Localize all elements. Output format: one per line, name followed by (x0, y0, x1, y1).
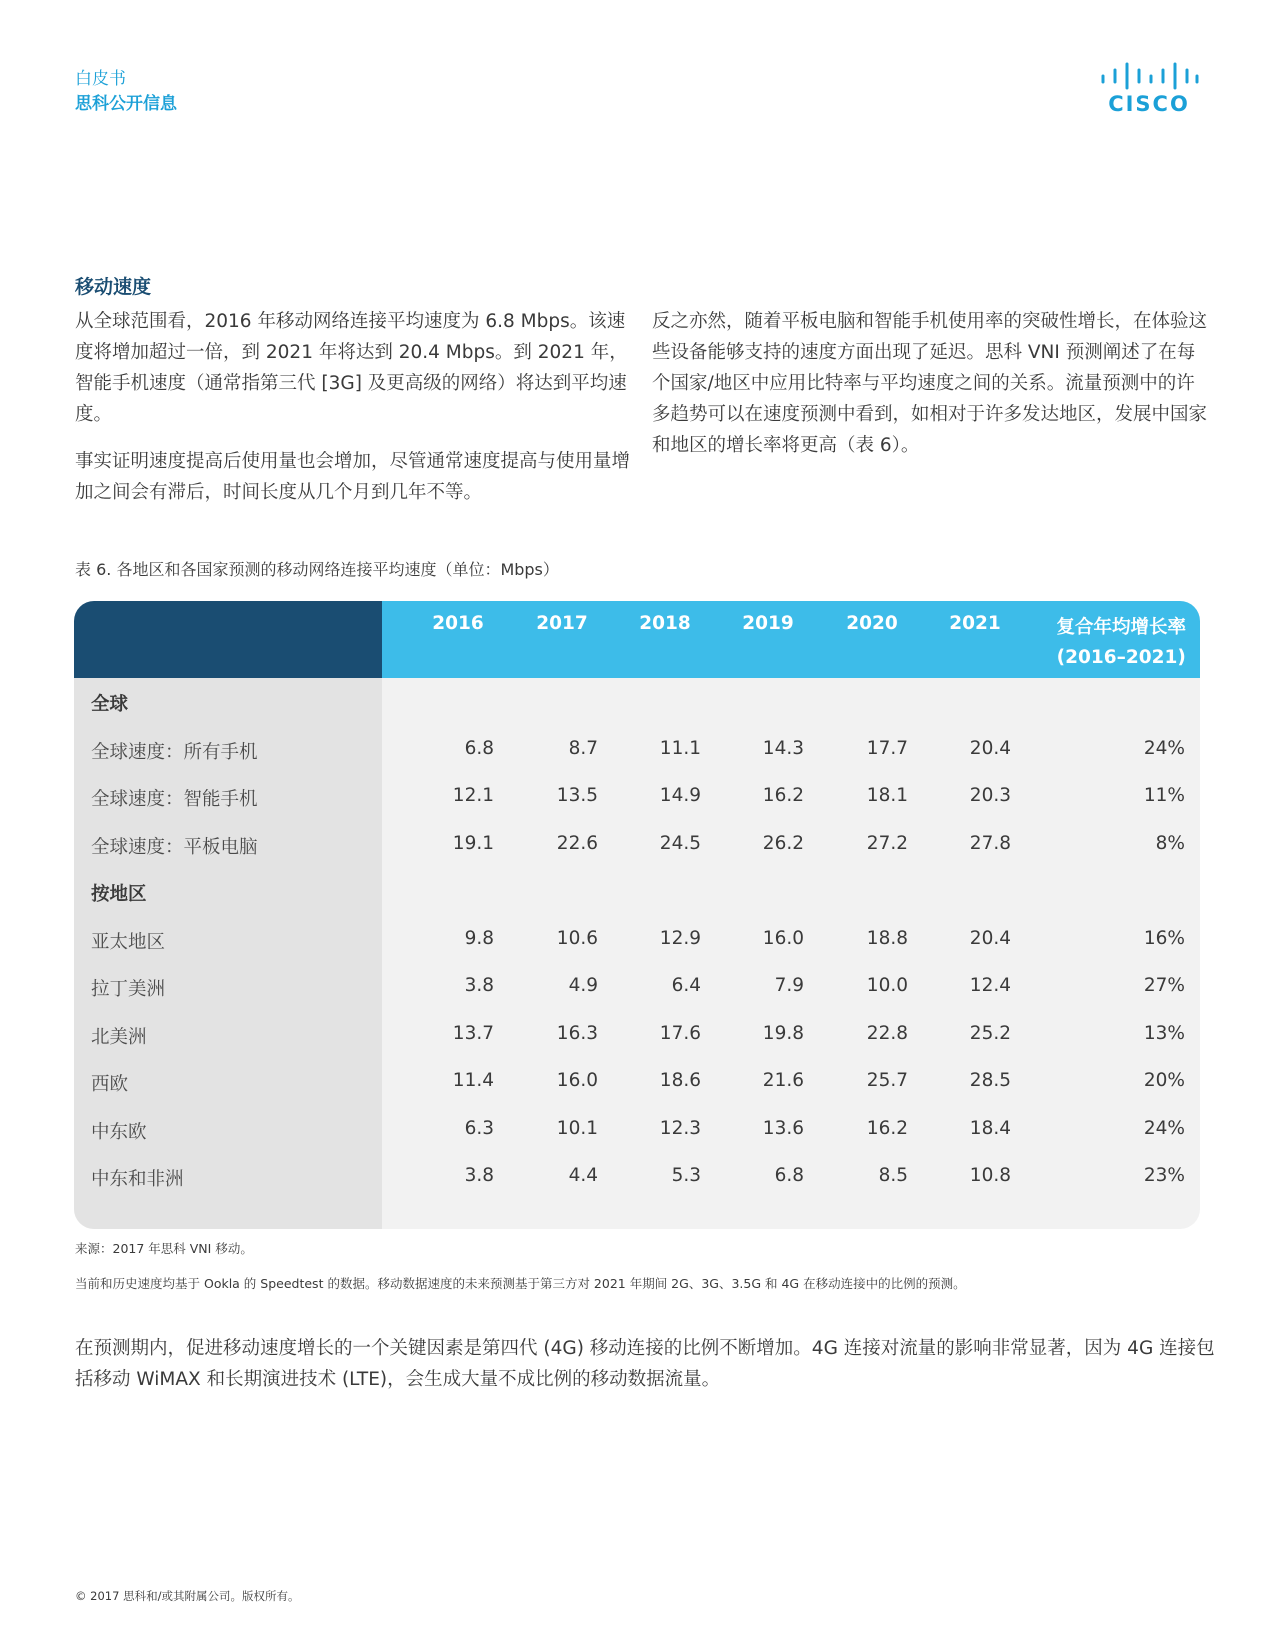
cagr-header-line-2: (2016–2021) (1056, 647, 1186, 668)
value-cell-2016: 11.4 (452, 1070, 494, 1091)
value-cell-2020: 18.8 (866, 927, 908, 949)
value-cell-2018: 18.6 (659, 1070, 701, 1091)
table-row (74, 1106, 1200, 1156)
value-cell-2016: 19.1 (452, 832, 494, 854)
value-cell-2016: 6.8 (464, 737, 494, 759)
table-row (74, 773, 1200, 823)
row-label: 西欧 (91, 1074, 129, 1095)
cagr-cell: 11% (1143, 785, 1185, 806)
value-cell-2016: 9.8 (464, 927, 494, 949)
value-cell-2021: 20.4 (969, 927, 1011, 949)
year-header-2019: 2019 (742, 613, 794, 634)
copyright-footer: © 2017 思科和/或其附属公司。版权所有。 (75, 1589, 300, 1603)
cagr-cell: 16% (1143, 927, 1185, 949)
value-cell-2020: 8.5 (878, 1165, 908, 1186)
group-label: 按地区 (91, 884, 147, 905)
value-cell-2018: 12.9 (659, 927, 701, 949)
table-row (74, 1011, 1200, 1061)
table-source: 来源：2017 年思科 VNI 移动。 (75, 1241, 253, 1256)
table-note: 当前和历史速度均基于 Ookla 的 Speedtest 的数据。移动数据速度的未来预测基于第三方对 2021 年期间 2G、3G、3.5G 和 4G 在移动连接中的比例的预测。 (75, 1276, 966, 1291)
year-header-2021: 2021 (949, 613, 1001, 634)
cagr-cell: 8% (1155, 832, 1185, 854)
value-cell-2018: 5.3 (671, 1165, 701, 1186)
document-type-label: 白皮书 (75, 69, 126, 89)
cagr-cell: 27% (1143, 975, 1185, 996)
value-cell-2017: 16.3 (556, 1022, 598, 1044)
value-cell-2018: 12.3 (659, 1117, 701, 1139)
group-label: 全球 (91, 694, 129, 715)
table-row (74, 963, 1200, 1013)
value-cell-2021: 25.2 (969, 1022, 1011, 1044)
value-cell-2016: 12.1 (452, 785, 494, 806)
value-cell-2018: 11.1 (659, 737, 701, 759)
value-cell-2021: 20.3 (969, 785, 1011, 806)
value-cell-2017: 22.6 (556, 832, 598, 854)
table-row (74, 726, 1200, 776)
cisco-wordmark: CISCO (1108, 92, 1190, 116)
cagr-cell: 24% (1143, 737, 1185, 759)
year-header-2017: 2017 (536, 613, 588, 634)
table-group-row (74, 868, 1200, 918)
intro-paragraph-1: 从全球范围看，2016 年移动网络连接平均速度为 6.8 Mbps。该速度将增加超过一倍，到 2021 年将达到 20.4 Mbps。到 2021 年，智能手机速度（通常指第三代 [3G] 及更高级的网络）将达到平均速度。 (75, 311, 628, 425)
cisco-logo (1097, 62, 1201, 116)
row-label: 全球速度：智能手机 (91, 789, 258, 810)
value-cell-2021: 20.4 (969, 737, 1011, 759)
year-header-2018: 2018 (639, 613, 691, 634)
value-cell-2020: 17.7 (866, 737, 908, 759)
cagr-cell: 23% (1143, 1165, 1185, 1186)
value-cell-2017: 10.1 (556, 1117, 598, 1139)
value-cell-2017: 4.9 (568, 975, 598, 996)
value-cell-2019: 14.3 (762, 737, 804, 759)
value-cell-2017: 4.4 (568, 1165, 598, 1186)
value-cell-2020: 22.8 (866, 1022, 908, 1044)
intro-paragraph-2: 事实证明速度提高后使用量也会增加，尽管通常速度提高与使用量增加之间会有滞后，时间长度从几个月到几年不等。 (75, 451, 631, 503)
table-row (74, 1058, 1200, 1108)
value-cell-2020: 16.2 (866, 1117, 908, 1139)
value-cell-2018: 24.5 (659, 832, 701, 854)
cagr-cell: 13% (1143, 1022, 1185, 1044)
value-cell-2018: 6.4 (671, 975, 701, 996)
table-row (74, 821, 1200, 871)
value-cell-2021: 28.5 (969, 1070, 1011, 1091)
value-cell-2020: 27.2 (866, 832, 908, 854)
value-cell-2017: 16.0 (556, 1070, 598, 1091)
value-cell-2018: 17.6 (659, 1022, 701, 1044)
value-cell-2016: 6.3 (464, 1117, 494, 1139)
speed-table (74, 601, 1200, 1229)
value-cell-2018: 14.9 (659, 785, 701, 806)
section-title: 移动速度 (75, 276, 152, 298)
cagr-cell: 20% (1143, 1070, 1185, 1091)
value-cell-2020: 18.1 (866, 785, 908, 806)
table-row (74, 1153, 1200, 1203)
value-cell-2019: 16.2 (762, 785, 804, 806)
value-cell-2020: 25.7 (866, 1070, 908, 1091)
row-label: 亚太地区 (91, 931, 166, 953)
table-caption: 表 6. 各地区和各国家预测的移动网络连接平均速度（单位：Mbps） (75, 560, 559, 579)
year-header-2020: 2020 (846, 613, 898, 634)
cagr-header (1056, 613, 1186, 673)
value-cell-2016: 3.8 (464, 1165, 494, 1186)
cisco-bridge-icon (1097, 62, 1201, 92)
cagr-header-line-1: 复合年均增长率 (1056, 617, 1186, 638)
value-cell-2021: 10.8 (969, 1165, 1011, 1186)
cagr-cell: 24% (1143, 1117, 1185, 1139)
value-cell-2020: 10.0 (866, 975, 908, 996)
row-label: 全球速度：平板电脑 (91, 836, 258, 858)
value-cell-2019: 26.2 (762, 832, 804, 854)
value-cell-2019: 21.6 (762, 1070, 804, 1091)
value-cell-2016: 13.7 (452, 1022, 494, 1044)
row-label: 拉丁美洲 (91, 979, 166, 1000)
value-cell-2017: 10.6 (556, 927, 598, 949)
value-cell-2019: 6.8 (774, 1165, 804, 1186)
value-cell-2021: 18.4 (969, 1117, 1011, 1139)
value-cell-2021: 27.8 (969, 832, 1011, 854)
row-label: 中东和非洲 (91, 1169, 184, 1190)
row-label: 中东欧 (91, 1121, 147, 1143)
table-group-row (74, 678, 1200, 728)
intro-paragraph-3: 反之亦然，随着平板电脑和智能手机使用率的突破性增长，在体验这些设备能够支持的速度方面出现了延迟。思科 VNI 预测阐述了在每个国家/地区中应用比特率与平均速度之间的关系。流量预测中的许多趋势可以在速度预测中看到，如相对于许多发达地区，发展中国家和地区的增长率将更高（表 6）。 (652, 311, 1208, 456)
value-cell-2016: 3.8 (464, 975, 494, 996)
value-cell-2019: 13.6 (762, 1117, 804, 1139)
row-label: 北美洲 (91, 1026, 147, 1048)
value-cell-2021: 12.4 (969, 975, 1011, 996)
table-header-left (74, 601, 382, 678)
value-cell-2019: 7.9 (774, 975, 804, 996)
value-cell-2017: 8.7 (568, 737, 598, 759)
value-cell-2019: 16.0 (762, 927, 804, 949)
closing-paragraph: 在预测期内，促进移动速度增长的一个关键因素是第四代 (4G) 移动连接的比例不断增加。4G 连接对流量的影响非常显著，因为 4G 连接包括移动 WiMAX 和长期演进技术 (LTE)，会生成大量不成比例的移动数据流量。 (75, 1338, 1215, 1390)
year-header-2016: 2016 (432, 613, 484, 634)
row-label: 全球速度：所有手机 (91, 741, 258, 763)
classification-label: 思科公开信息 (75, 94, 177, 114)
value-cell-2019: 19.8 (762, 1022, 804, 1044)
value-cell-2017: 13.5 (556, 785, 598, 806)
table-row (74, 916, 1200, 966)
